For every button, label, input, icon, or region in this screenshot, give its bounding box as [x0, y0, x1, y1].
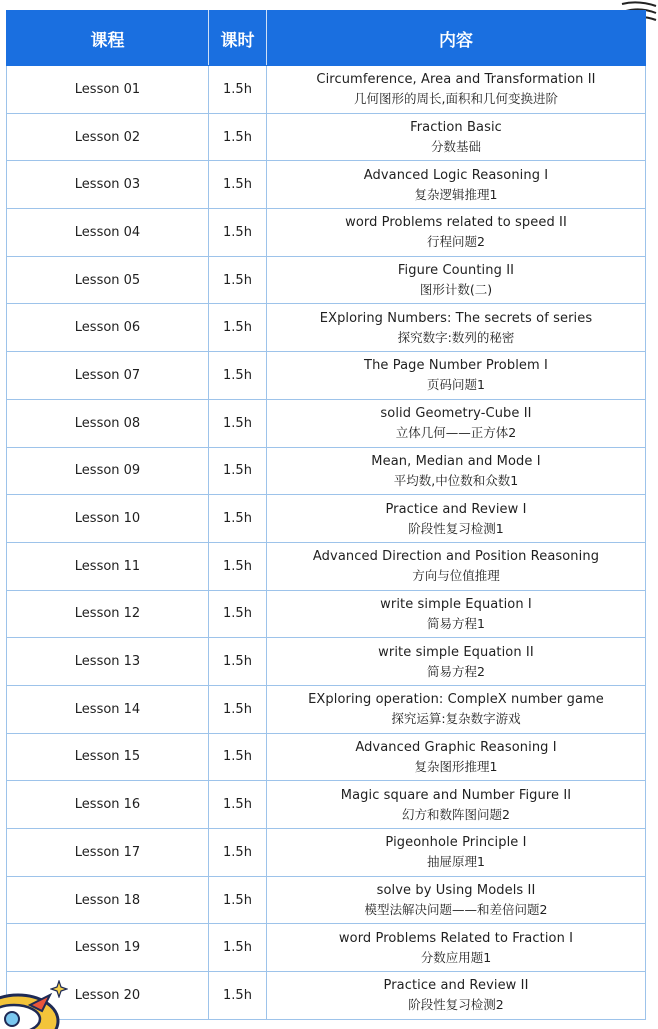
lesson-cell: Lesson 12 [7, 590, 209, 638]
content-chinese: 行程问题2 [427, 234, 485, 250]
content-chinese: 方向与位值推理 [412, 568, 500, 584]
content-chinese: 探究数字:数列的秘密 [397, 329, 515, 345]
content-english: The Page Number Problem I [364, 358, 548, 374]
content-chinese: 简易方程1 [427, 615, 485, 631]
lesson-cell: Lesson 03 [7, 161, 209, 209]
table-row [7, 256, 646, 304]
table-header [7, 11, 646, 66]
lesson-cell: Lesson 20 [7, 972, 209, 1020]
content-cell [267, 590, 646, 638]
content-english: EXploring operation: CompleX number game [308, 692, 604, 708]
table-row [7, 66, 646, 114]
content-english: EXploring Numbers: The secrets of series [319, 310, 593, 326]
table-row [7, 113, 646, 161]
table-row [7, 972, 646, 1020]
content-cell [267, 399, 646, 447]
table-body [7, 66, 646, 1020]
content-cell [267, 352, 646, 400]
content-english: Advanced Graphic Reasoning I [355, 739, 557, 755]
hours-cell: 1.5h [209, 685, 267, 733]
table-row [7, 781, 646, 829]
content-chinese: 探究运算:复杂数字游戏 [391, 711, 521, 727]
lesson-cell: Lesson 02 [7, 113, 209, 161]
lesson-cell: Lesson 04 [7, 209, 209, 257]
content-english: Circumference, Area and Transformation II [316, 72, 596, 88]
header-content: 内容 [267, 11, 646, 66]
content-chinese: 页码问题1 [427, 377, 485, 393]
content-cell [267, 447, 646, 495]
content-english: Advanced Logic Reasoning I [363, 167, 549, 183]
content-chinese: 幻方和数阵图问题2 [402, 806, 510, 822]
content-english: Practice and Review I [385, 501, 527, 517]
content-chinese: 简易方程2 [427, 663, 485, 679]
lesson-cell: Lesson 09 [7, 447, 209, 495]
lesson-cell: Lesson 10 [7, 495, 209, 543]
content-chinese: 复杂图形推理1 [414, 758, 498, 774]
lesson-cell: Lesson 11 [7, 542, 209, 590]
content-english: word Problems related to speed II [345, 215, 567, 231]
lesson-cell: Lesson 08 [7, 399, 209, 447]
hours-cell: 1.5h [209, 733, 267, 781]
content-cell [267, 829, 646, 877]
hours-cell: 1.5h [209, 256, 267, 304]
lesson-cell: Lesson 13 [7, 638, 209, 686]
content-english: write simple Equation I [380, 596, 532, 612]
table-row [7, 590, 646, 638]
content-chinese: 复杂逻辑推理1 [414, 186, 498, 202]
hours-cell: 1.5h [209, 447, 267, 495]
content-english: Advanced Direction and Position Reasoning [312, 549, 600, 565]
lesson-cell: Lesson 05 [7, 256, 209, 304]
table-row [7, 352, 646, 400]
content-chinese: 几何图形的周长,面积和几何变换进阶 [354, 91, 558, 107]
content-cell [267, 733, 646, 781]
hours-cell: 1.5h [209, 590, 267, 638]
hours-cell: 1.5h [209, 209, 267, 257]
hours-cell: 1.5h [209, 66, 267, 114]
table-row [7, 399, 646, 447]
hours-cell: 1.5h [209, 352, 267, 400]
content-cell [267, 66, 646, 114]
table-row [7, 685, 646, 733]
table-row [7, 733, 646, 781]
content-chinese: 阶段性复习检测2 [408, 997, 504, 1013]
hours-cell: 1.5h [209, 495, 267, 543]
table-row [7, 161, 646, 209]
content-cell [267, 495, 646, 543]
content-english: Fraction Basic [410, 120, 502, 136]
header-hours: 课时 [209, 11, 267, 66]
course-schedule-table [6, 10, 646, 1020]
hours-cell: 1.5h [209, 113, 267, 161]
hours-cell: 1.5h [209, 542, 267, 590]
hours-cell: 1.5h [209, 304, 267, 352]
table-row [7, 542, 646, 590]
content-cell [267, 685, 646, 733]
content-english: Mean, Median and Mode I [371, 453, 541, 469]
content-chinese: 模型法解决问题——和差倍问题2 [364, 902, 548, 918]
content-cell [267, 876, 646, 924]
content-cell [267, 542, 646, 590]
content-english: word Problems Related to Fraction I [338, 930, 574, 946]
content-chinese: 平均数,中位数和众数1 [393, 472, 519, 488]
lesson-cell: Lesson 15 [7, 733, 209, 781]
content-english: solid Geometry-Cube II [380, 406, 532, 422]
content-cell [267, 209, 646, 257]
content-chinese: 立体几何——正方体2 [395, 425, 517, 441]
content-cell [267, 781, 646, 829]
hours-cell: 1.5h [209, 781, 267, 829]
hours-cell: 1.5h [209, 924, 267, 972]
star-icon [50, 980, 68, 998]
content-chinese: 分数应用题1 [420, 949, 492, 965]
hours-cell: 1.5h [209, 161, 267, 209]
header-lesson: 课程 [7, 11, 209, 66]
content-cell [267, 924, 646, 972]
content-chinese: 图形计数(二) [419, 282, 493, 298]
content-cell [267, 638, 646, 686]
lesson-cell: Lesson 18 [7, 876, 209, 924]
table-row [7, 829, 646, 877]
hours-cell: 1.5h [209, 399, 267, 447]
table-row [7, 209, 646, 257]
content-cell [267, 256, 646, 304]
content-english: Magic square and Number Figure II [340, 787, 572, 803]
lesson-cell: Lesson 07 [7, 352, 209, 400]
lesson-cell: Lesson 14 [7, 685, 209, 733]
lesson-cell: Lesson 06 [7, 304, 209, 352]
content-chinese: 阶段性复习检测1 [408, 520, 504, 536]
lesson-cell: Lesson 17 [7, 829, 209, 877]
content-english: solve by Using Models II [376, 883, 536, 899]
hours-cell: 1.5h [209, 972, 267, 1020]
content-cell [267, 161, 646, 209]
content-cell [267, 304, 646, 352]
hours-cell: 1.5h [209, 876, 267, 924]
content-english: Figure Counting II [397, 263, 515, 279]
lesson-cell: Lesson 16 [7, 781, 209, 829]
content-english: Practice and Review II [383, 978, 529, 994]
content-cell [267, 972, 646, 1020]
table-row [7, 447, 646, 495]
content-english: Pigeonhole Principle I [385, 835, 527, 851]
table-row [7, 495, 646, 543]
content-chinese: 抽屉原理1 [427, 854, 485, 870]
hours-cell: 1.5h [209, 638, 267, 686]
table-row [7, 924, 646, 972]
lesson-cell: Lesson 19 [7, 924, 209, 972]
table-row [7, 876, 646, 924]
hours-cell: 1.5h [209, 829, 267, 877]
content-chinese: 分数基础 [430, 139, 481, 155]
content-cell [267, 113, 646, 161]
content-english: write simple Equation II [378, 644, 534, 660]
table-row [7, 638, 646, 686]
lesson-cell: Lesson 01 [7, 66, 209, 114]
table-row [7, 304, 646, 352]
